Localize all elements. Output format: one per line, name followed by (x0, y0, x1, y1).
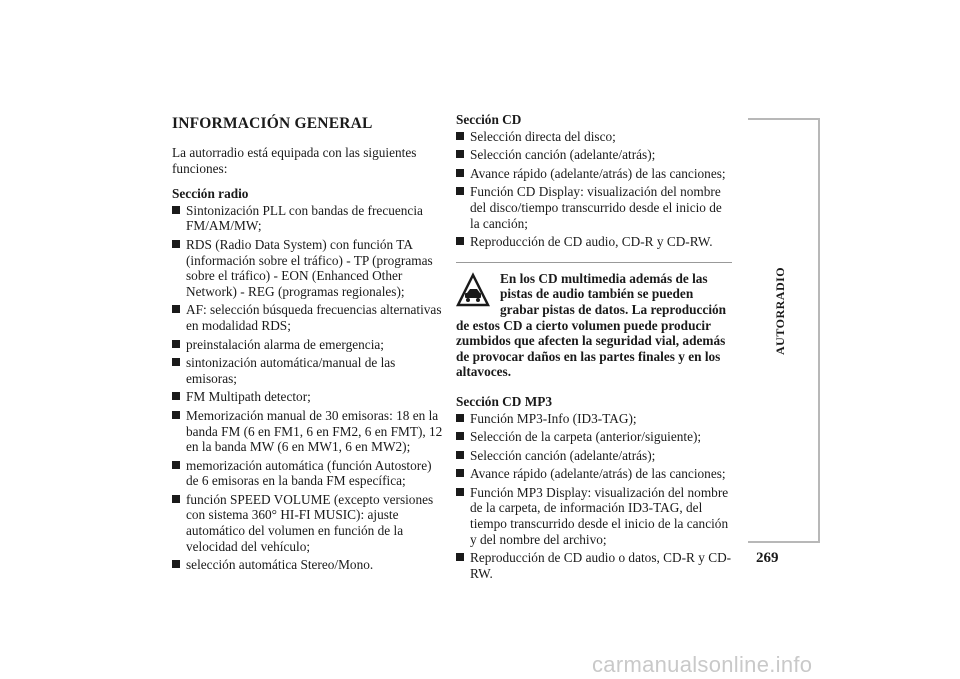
sidebar-rule-vertical (818, 118, 820, 543)
warning-triangle-icon (456, 271, 490, 311)
warning-text: En los CD multimedia además de las pistas de audio también se pueden grabar pistas de datos. La reproducción de estos CD a cierto volumen puede producir zumbidos que afecten la seguridad vial, además de provocar daños en las partes finales y en los altavoces. (456, 270, 727, 380)
list-item: Reproducción de CD audio o datos, CD-R y CD-RW. (456, 550, 732, 581)
list-item: Selección canción (adelante/atrás); (456, 147, 732, 163)
list-item: Selección directa del disco; (456, 129, 732, 145)
warning-box (456, 262, 732, 380)
list-item: Memorización manual de 30 emisoras: 18 en la banda FM (6 en FM1, 6 en FM2, 6 en FMT), 12 en la banda MW (6 en MW1, 6 en MW2); (172, 408, 444, 455)
radio-feature-list (172, 203, 444, 573)
list-item: Función MP3-Info (ID3-TAG); (456, 411, 732, 427)
intro-paragraph: La autorradio está equipada con las siguientes funciones: (172, 145, 417, 176)
watermark: carmanualsonline.info (592, 652, 813, 677)
list-item: preinstalación alarma de emergencia; (172, 337, 444, 353)
section-heading: INFORMACIÓN GENERAL (172, 115, 373, 132)
list-item: Sintonización PLL con bandas de frecuencia FM/AM/MW; (172, 203, 444, 234)
list-item: Avance rápido (adelante/atrás) de las canciones; (456, 166, 732, 182)
list-item: selección automática Stereo/Mono. (172, 557, 444, 573)
list-item: sintonización automática/manual de las emisoras; (172, 355, 444, 386)
list-item: Función MP3 Display: visualización del nombre de la carpeta, de información ID3-TAG, del tiempo transcurrido desde el inicio de la canción y del nombre del archivo; (456, 485, 732, 547)
cd-feature-list (456, 129, 732, 250)
right-column (456, 112, 732, 584)
sidebar-rule-bottom (748, 541, 820, 543)
list-item: función SPEED VOLUME (excepto versiones con sistema 360° HI-FI MUSIC): ajuste automático del volumen en función de la velocidad del vehículo; (172, 492, 444, 554)
page-number: 269 (756, 550, 779, 566)
chapter-label: AUTORRADIO (773, 266, 787, 355)
list-item: Reproducción de CD audio, CD-R y CD-RW. (456, 234, 732, 250)
list-item: Función CD Display: visualización del nombre del disco/tiempo transcurrido desde el inicio de la canción; (456, 184, 732, 231)
sidebar-rule-top (748, 118, 818, 120)
mp3-section-title: Sección CD MP3 (456, 393, 553, 409)
list-item: Selección de la carpeta (anterior/siguiente); (456, 429, 732, 445)
list-item: Selección canción (adelante/atrás); (456, 448, 732, 464)
list-item: FM Multipath detector; (172, 389, 444, 405)
list-item: RDS (Radio Data System) con función TA (información sobre el tráfico) - TP (programas sobre el tráfico) - EON (Enhanced Other Network) - REG (programas regionales); (172, 237, 444, 299)
radio-section-title: Sección radio (172, 186, 249, 202)
cd-section-title: Sección CD (456, 112, 522, 127)
mp3-feature-list (456, 411, 732, 582)
list-item: AF: selección búsqueda frecuencias alternativas en modalidad RDS; (172, 302, 444, 333)
left-column (172, 112, 444, 576)
list-item: Avance rápido (adelante/atrás) de las canciones; (456, 466, 732, 482)
list-item: memorización automática (función Autostore) de 6 emisoras en la banda FM específica; (172, 458, 444, 489)
